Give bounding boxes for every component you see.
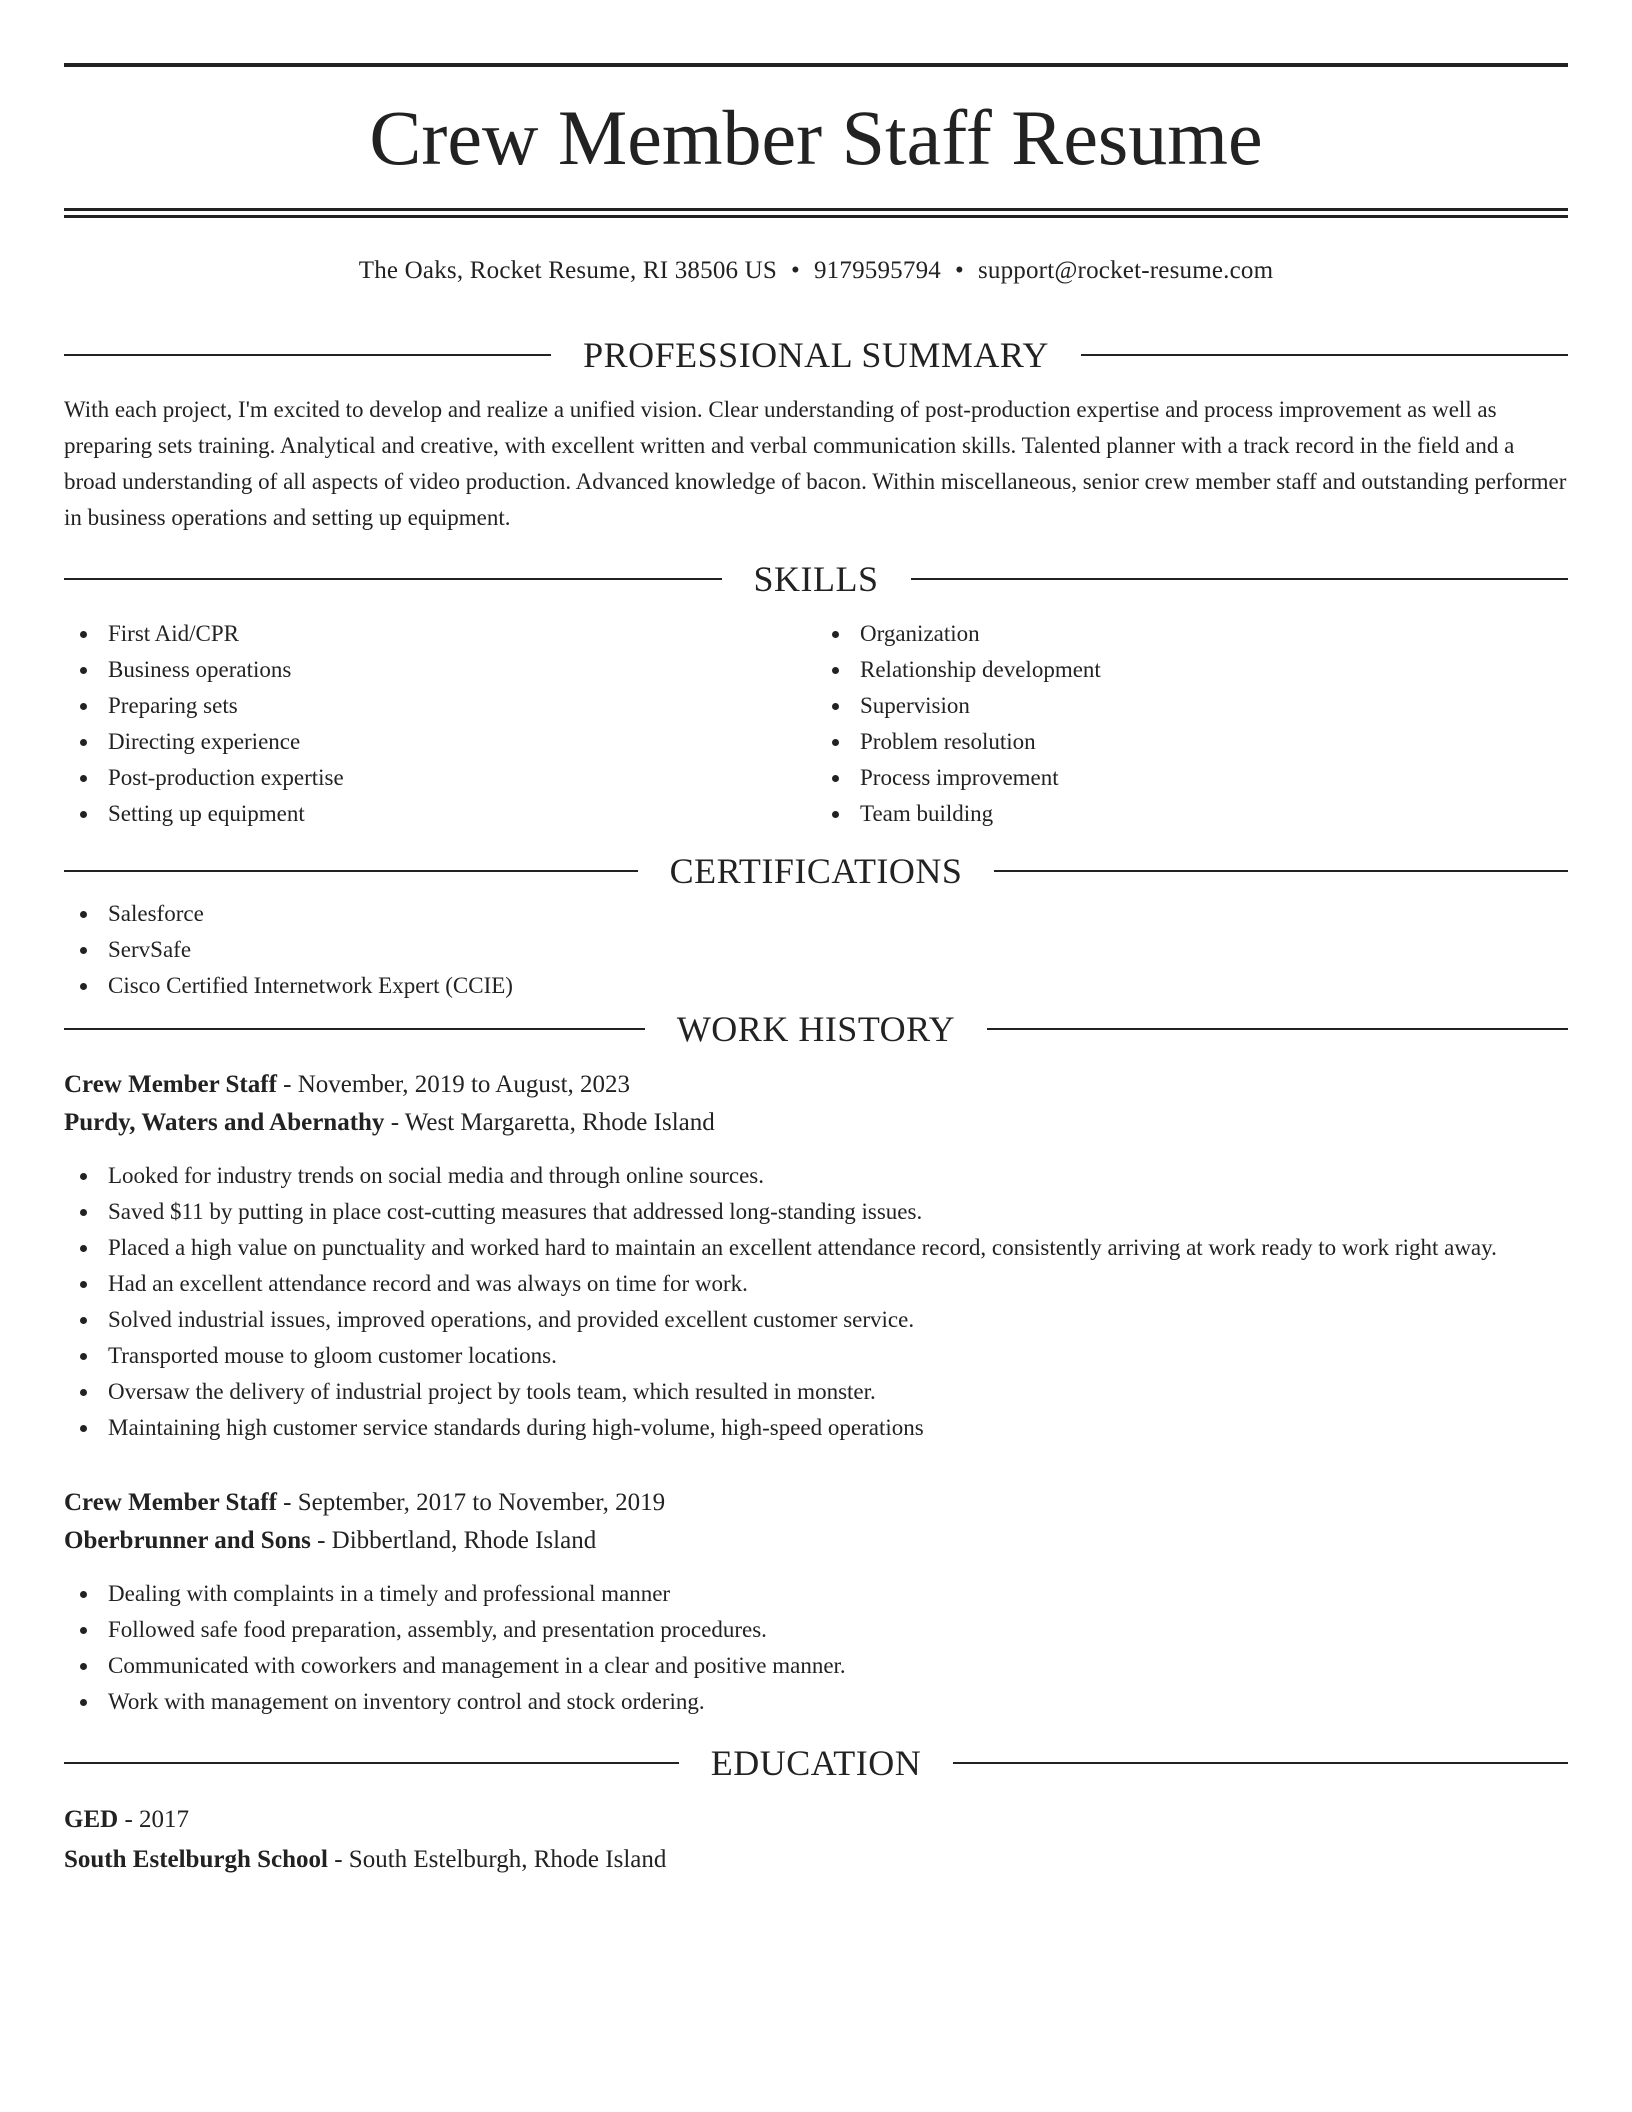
contact-separator: • <box>954 257 964 284</box>
skill-item: Supervision <box>816 688 1568 724</box>
job-company: Purdy, Waters and Abernathy <box>64 1109 385 1136</box>
heading-rule <box>64 1762 679 1764</box>
job-duty-item: Transported mouse to gloom customer locations. <box>64 1338 1568 1374</box>
section-title-certifications: CERTIFICATIONS <box>669 851 963 891</box>
job-duty-item: Placed a high value on punctuality and worked hard to maintain an excellent attendance record, consistently arriving at work ready to work right away. <box>64 1230 1568 1266</box>
job-duty-item: Solved industrial issues, improved operations, and provided excellent customer service. <box>64 1302 1568 1338</box>
job-title: Crew Member Staff <box>64 1071 277 1098</box>
summary-text: With each project, I'm excited to develop and realize a unified vision. Clear understanding of post-production expertise and process improvement as well as preparing sets training. Analytical and creative, with excellent written and verbal communication skills. Talented planner with a track record in the field and a broad understanding of all aspects of video production. Advanced knowledge of bacon. Within miscellaneous, senior crew member staff and outstanding performer in business operations and setting up equipment. <box>64 397 1567 530</box>
certifications-list <box>64 896 1568 1004</box>
certification-item: Salesforce <box>64 896 1568 932</box>
education-year: - 2017 <box>118 1806 190 1833</box>
job-duty-item: Work with management on inventory control and stock ordering. <box>64 1684 1568 1720</box>
section-heading-summary <box>64 330 1568 380</box>
job-dates: - November, 2019 to August, 2023 <box>276 1071 631 1098</box>
job-title: Crew Member Staff <box>64 1489 277 1516</box>
education-location: - South Estelburgh, Rhode Island <box>327 1846 667 1873</box>
job-location: - Dibbertland, Rhode Island <box>310 1527 597 1554</box>
section-title-education: EDUCATION <box>710 1743 922 1783</box>
heading-rule <box>911 578 1569 580</box>
contact-separator: • <box>791 257 800 284</box>
skills-column-left <box>64 616 816 832</box>
education-degree: GED <box>64 1806 119 1833</box>
job-title-line <box>64 1484 1568 1522</box>
contact-email: support@rocket-resume.com <box>977 257 1274 284</box>
job-entry <box>64 1484 1568 1720</box>
job-duty-item: Oversaw the delivery of industrial project by tools team, which resulted in monster. <box>64 1374 1568 1410</box>
job-dates: - September, 2017 to November, 2019 <box>276 1489 666 1516</box>
skill-item: Team building <box>816 796 1568 832</box>
skill-item: Post-production expertise <box>64 760 816 796</box>
contact-line <box>64 253 1568 289</box>
education-degree-line <box>64 1800 1568 1840</box>
contact-phone: 9179595794 <box>813 257 941 284</box>
job-duty-item: Dealing with complaints in a timely and professional manner <box>64 1576 1568 1612</box>
section-heading-work-history <box>64 1004 1568 1054</box>
job-company-line <box>64 1104 1568 1142</box>
heading-rule <box>64 1028 645 1030</box>
heading-rule <box>64 578 722 580</box>
section-heading-certifications <box>64 846 1568 896</box>
skill-item: Process improvement <box>816 760 1568 796</box>
certification-item: Cisco Certified Internetwork Expert (CCIE) <box>64 968 1568 1004</box>
education-entry <box>64 1800 1568 1880</box>
job-duties <box>64 1158 1568 1446</box>
section-heading-skills <box>64 554 1568 604</box>
skill-item: Problem resolution <box>816 724 1568 760</box>
contact-address: The Oaks, Rocket Resume, RI 38506 US <box>358 257 778 284</box>
skill-item: First Aid/CPR <box>64 616 816 652</box>
resume-title: Crew Member Staff Resume <box>369 94 1263 181</box>
top-rule <box>64 63 1568 67</box>
heading-rule <box>987 1028 1568 1030</box>
skill-item: Relationship development <box>816 652 1568 688</box>
education-school: South Estelburgh School <box>64 1846 328 1873</box>
skill-item: Setting up equipment <box>64 796 816 832</box>
skill-item: Organization <box>816 616 1568 652</box>
section-title-summary: PROFESSIONAL SUMMARY <box>583 335 1049 375</box>
heading-rule <box>953 1762 1568 1764</box>
skills-column-right <box>816 616 1568 832</box>
job-duty-item: Followed safe food preparation, assembly, and presentation procedures. <box>64 1612 1568 1648</box>
job-location: - West Margaretta, Rhode Island <box>384 1109 715 1136</box>
job-duty-item: Looked for industry trends on social media and through online sources. <box>64 1158 1568 1194</box>
section-title-skills: SKILLS <box>753 559 879 599</box>
certification-item: ServSafe <box>64 932 1568 968</box>
heading-rule <box>1081 354 1568 356</box>
job-entry <box>64 1066 1568 1446</box>
education-school-line <box>64 1840 1568 1880</box>
job-duty-item: Communicated with coworkers and management in a clear and positive manner. <box>64 1648 1568 1684</box>
skill-item: Preparing sets <box>64 688 816 724</box>
job-duty-item: Had an excellent attendance record and was always on time for work. <box>64 1266 1568 1302</box>
section-heading-education <box>64 1738 1568 1788</box>
skill-item: Business operations <box>64 652 816 688</box>
title-double-rule <box>64 208 1568 218</box>
heading-rule <box>994 870 1568 872</box>
job-title-line <box>64 1066 1568 1104</box>
heading-rule <box>64 870 638 872</box>
heading-rule <box>64 354 551 356</box>
skills-list <box>64 616 1568 832</box>
job-duty-item: Maintaining high customer service standards during high-volume, high-speed operations <box>64 1410 1568 1446</box>
resume-content <box>64 330 1568 1880</box>
job-company: Oberbrunner and Sons <box>64 1527 311 1554</box>
job-duties <box>64 1576 1568 1720</box>
skill-item: Directing experience <box>64 724 816 760</box>
section-title-work-history: WORK HISTORY <box>676 1009 956 1049</box>
job-company-line <box>64 1522 1568 1560</box>
job-duty-item: Saved $11 by putting in place cost-cutting measures that addressed long-standing issues. <box>64 1194 1568 1230</box>
work-history-list <box>64 1066 1568 1720</box>
